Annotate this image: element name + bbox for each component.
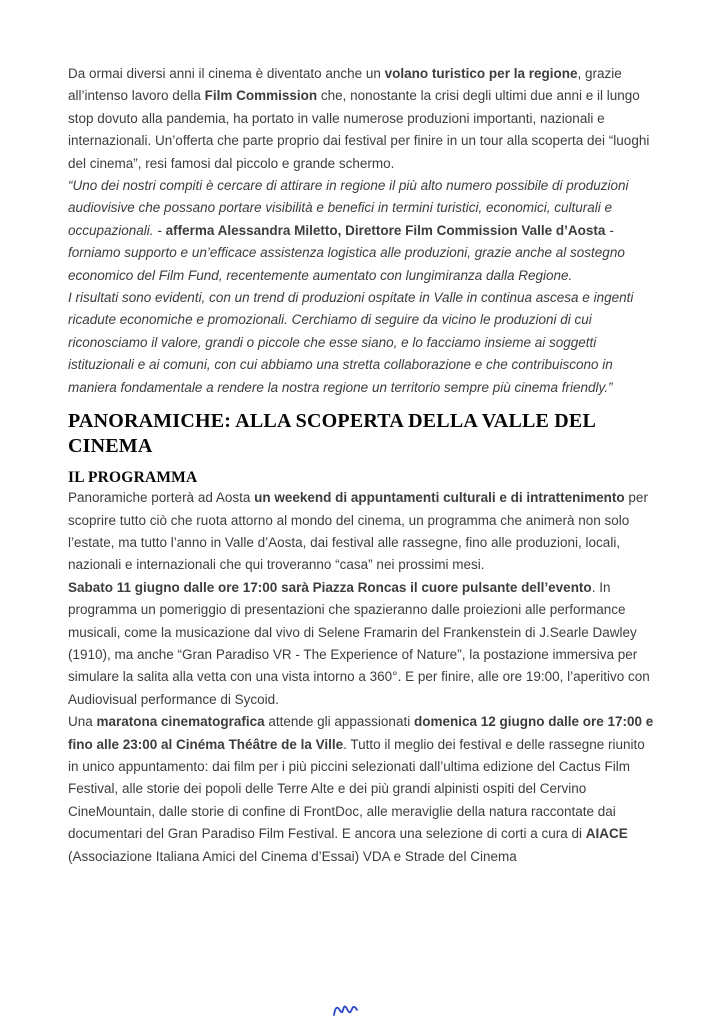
- text-run-italic: I risultati sono evidenti, con un trend di produzioni ospitate in Valle in continua ascesa e ingenti ricadute economiche e promozionali. Cerchiamo di seguire da vicino le produzioni di cui riconosciamo il valore, grandi o piccole che esse siano, e lo facciamo insieme ai soggetti istituzionali e ai comuni, con cui abbiamo una stretta collaborazione e che contribuiscono in maniera fondamentale a rendere la nostra regione un territorio sempre più cinema friendly.”: [68, 290, 634, 395]
- text-run: Da ormai diversi anni il cinema è diventato anche un: [68, 66, 385, 81]
- text-run: per scoprire tutto ciò che ruota attorno al mondo del cinema, un programma che animerà non solo l’estate, ma tutto l’anno in Valle d’Aosta, dai festival alle rassegne, fino alle produzioni, locali, nazionali e internazionali che qui troveranno “casa” nei prossimi mesi.: [68, 490, 648, 573]
- paragraph-programma: [68, 487, 656, 577]
- text-run-bold: volano turistico per la regione: [384, 66, 578, 81]
- text-run-bold: afferma Alessandra Miletto, Direttore Film Commission Valle d’Aosta: [165, 222, 606, 238]
- text-run-bold: AIACE: [585, 826, 628, 842]
- blue-scribble-icon: [332, 1001, 360, 1019]
- paragraph-quote-2: [68, 287, 656, 399]
- text-run: Panoramiche porterà ad Aosta: [68, 490, 255, 506]
- paragraph-domenica: [68, 711, 656, 868]
- text-run-italic: “Uno dei nostri compiti è cercare di attirare in regione il più alto numero possibile di produzioni audiovisive che possano portare visibilità e benefici in termini turistici, economici, culturali e occupazionali. -: [68, 178, 629, 238]
- text-run: . In programma un pomeriggio di presentazioni che spazieranno dalle proiezioni alle performance musicali, come la musicazione dal vivo di Selene Framarin del Frankenstein di J.Searle Dawley (1910), ma anche “Gran Paradiso VR - The Experience of Nature”, la postazione immersiva per simulare la salita alla vetta con una vista intorno a 360°. E per finire, alle ore 19:00, l’aperitivo con Audiovisual performance di Sycoid.: [68, 579, 650, 707]
- text-run: (Associazione Italiana Amici del Cinema d’Essai) VDA e Strade del Cinema: [68, 848, 517, 864]
- section-heading: PANORAMICHE: ALLA SCOPERTA DELLA VALLE DEL CINEMA: [68, 410, 595, 458]
- text-run-bold: maratona cinematografica: [96, 714, 265, 730]
- paragraph-sabato: [68, 577, 656, 711]
- text-run: attende gli appassionati: [264, 714, 414, 730]
- text-run: , grazie all’intenso lavoro della: [68, 66, 622, 104]
- text-run: . Tutto il meglio dei festival e delle rassegne riunito in unico appuntamento: dai film per i più piccini selezionati dall’ultima edizione del Cactus Film Festival, alle storie dei popoli delle Terre Alte e dei più grandi alpinisti ospiti del Cervino CineMountain, dalle storie di confine di FrontDoc, alle meraviglie della natura raccontate dai documentari del Gran Paradiso Film Festival. E ancora una selezione di corti a cura di: [68, 736, 645, 842]
- text-run-italic: - forniamo supporto e un’efficace assistenza logistica alle produzioni, grazie anche al sostegno economico del Film Fund, recentemente aumentato con lungimiranza dalla Regione.: [68, 222, 625, 283]
- text-run-bold: Sabato 11 giugno dalle ore 17:00 sarà Piazza Roncas il cuore pulsante dell’evento: [68, 579, 592, 595]
- text-run: Una: [68, 714, 97, 730]
- text-run-bold: un weekend di appuntamenti culturali e di intrattenimento: [254, 490, 625, 506]
- paragraph-intro: [68, 63, 656, 175]
- text-run-bold: Film Commission: [204, 88, 318, 104]
- text-run-bold: domenica 12 giugno dalle ore 17:00 e fino alle 23:00 al Cinéma Théâtre de la Ville: [68, 714, 654, 752]
- subsection-heading: IL PROGRAMMA: [68, 469, 198, 487]
- text-run: che, nonostante la crisi degli ultimi due anni e il lungo stop dovuto alla pandemia, ha portato in valle numerose produzioni importanti, nazionali e internazionali. Un’offerta che parte proprio dai festival per finire in un tour alla scoperta dei “luoghi del cinema”, resi famosi dal piccolo e grande schermo.: [68, 88, 650, 171]
- paragraph-quote-1: [68, 175, 656, 287]
